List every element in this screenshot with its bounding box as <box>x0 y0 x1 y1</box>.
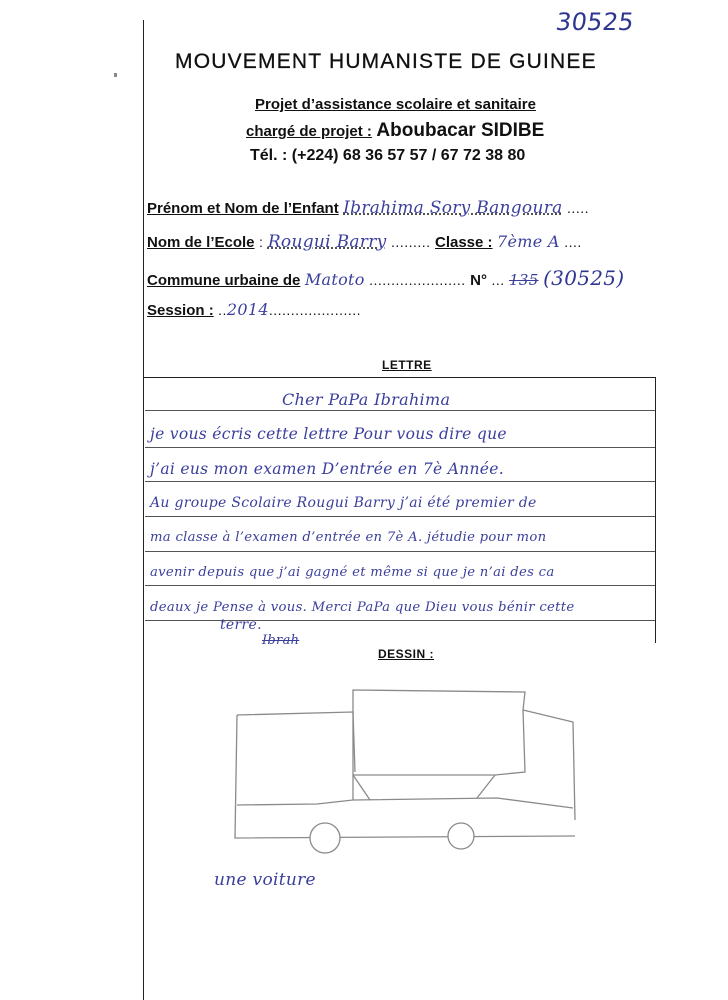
letter-line-1: je vous écris cette lettre Pour vous dire que <box>150 425 507 443</box>
commune-label: Commune urbaine de <box>147 272 301 289</box>
school-label: Nom de l’Ecole <box>147 234 255 251</box>
number-label: N° <box>470 272 487 289</box>
rule-line <box>145 585 655 586</box>
letter-greeting: Cher PaPa Ibrahima <box>282 390 451 409</box>
number-value: (30525) <box>543 266 625 290</box>
letter-section-label: LETTRE <box>382 358 432 372</box>
class-value: 7ème A <box>497 232 560 251</box>
child-label: Prénom et Nom de l’Enfant <box>147 200 339 217</box>
rule-line <box>145 481 655 482</box>
commune-row: Commune urbaine de Matoto ...................... N° ... 135 (30525) <box>147 266 625 290</box>
rule-line <box>145 551 655 552</box>
letter-line-4: ma classe à l’examen d’entrée en 7è A. jétudie pour mon <box>150 530 547 545</box>
project-line: Projet d’assistance scolaire et sanitaire <box>255 96 536 113</box>
manager-label: chargé de projet : <box>246 123 372 140</box>
rule-line <box>145 447 655 448</box>
stamp-number: 30525 <box>554 8 636 36</box>
letter-line-6: deaux je Pense à vous. Merci PaPa que Dieu vous bénir cette <box>150 600 575 615</box>
school-row: Nom de l’Ecole : Rougui Barry ......... Classe : 7ème A .... <box>147 232 582 252</box>
number-struck: 135 <box>509 271 539 289</box>
class-label: Classe : <box>435 234 493 251</box>
rule-line <box>145 516 655 517</box>
child-row <box>147 198 589 218</box>
drawing-caption: une voiture <box>214 870 316 890</box>
session-row: Session : ..2014..................... <box>147 300 362 319</box>
session-value: 2014 <box>226 300 269 319</box>
project-manager <box>246 120 544 142</box>
rule-line <box>145 410 655 411</box>
session-label: Session : <box>147 302 214 319</box>
drawing-section-label: DESSIN : <box>378 647 435 661</box>
car-drawing <box>225 680 585 860</box>
stray-mark <box>114 73 117 77</box>
letter-line-3: Au groupe Scolaire Rougui Barry j’ai été premier de <box>150 495 537 511</box>
letter-line-2: j’ai eus mon examen D’entrée en 7è Année. <box>150 460 504 478</box>
child-value: Ibrahima Sory Bangoura <box>343 198 563 218</box>
org-title: MOUVEMENT HUMANISTE DE GUINEE <box>175 50 597 73</box>
commune-value: Matoto <box>304 270 365 289</box>
letter-line-5: avenir depuis que j’ai gagné et même si que je n’ai des ca <box>150 565 555 580</box>
letter-closing-mark: Ibrah <box>262 633 300 648</box>
school-value: Rougui Barry <box>267 232 387 252</box>
manager-name: Aboubacar SIDIBE <box>371 120 545 141</box>
letter-line-7: terre. <box>220 617 262 633</box>
child-dots: ..... <box>567 200 589 216</box>
phone-line: Tél. : (+224) 68 36 57 57 / 67 72 38 80 <box>250 147 526 164</box>
